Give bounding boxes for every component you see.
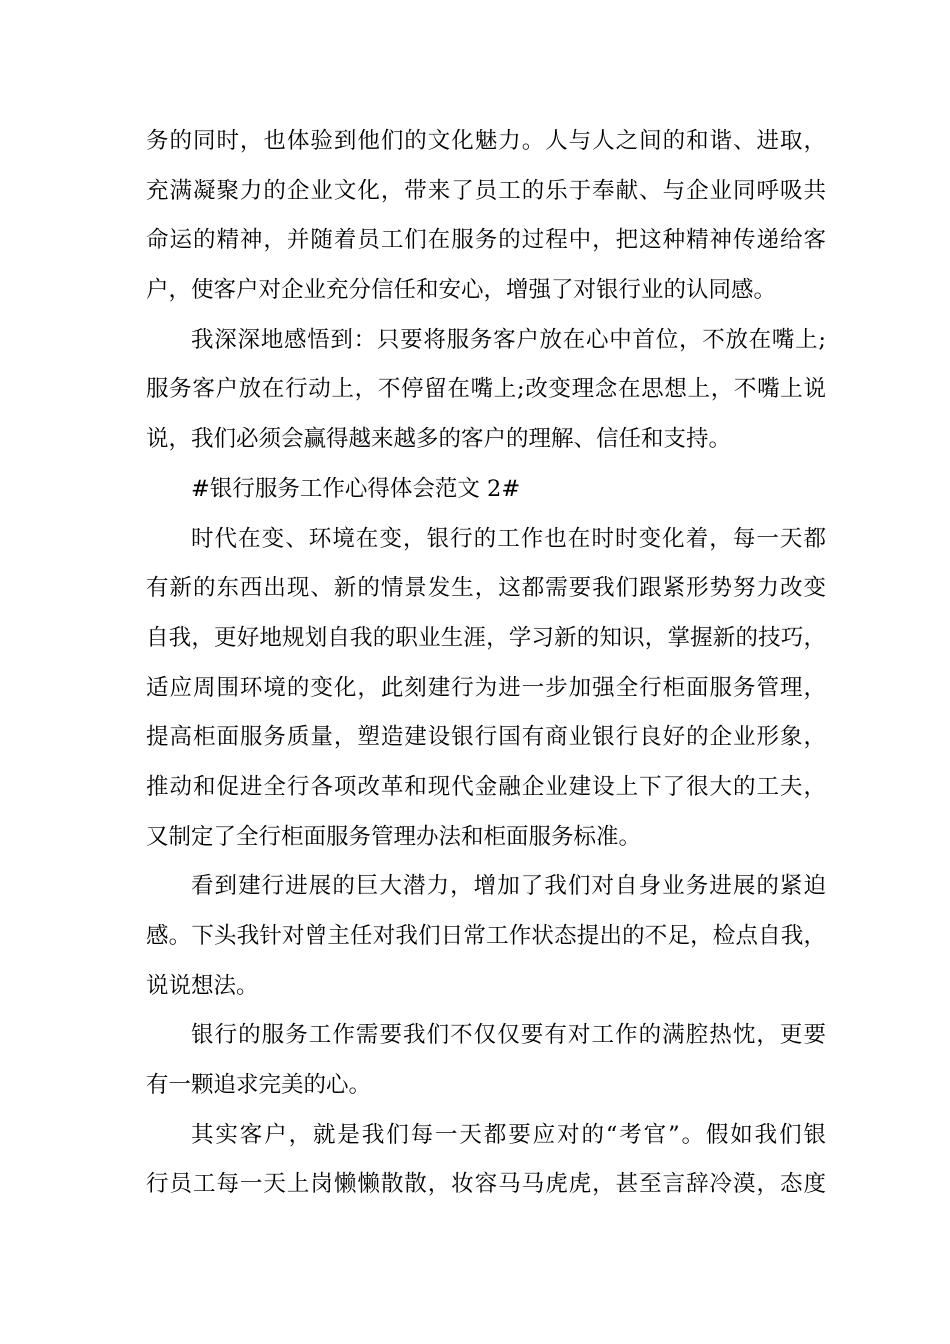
text-line: 充满凝聚力的企业文化，带来了员工的乐于奉献、与企业同呼吸共 <box>146 177 826 204</box>
text-line: 看到建行进展的巨大潜力，增加了我们对自身业务进展的紧迫 <box>191 873 826 900</box>
text-line: 有一颗追求完美的心。 <box>146 1072 372 1099</box>
text-line: 我深深地感悟到：只要将服务客户放在心中首位，不放在嘴上; <box>191 326 826 353</box>
text-line: 务的同时，也体验到他们的文化魅力。人与人之间的和谐、进取， <box>146 128 826 154</box>
text-line: 说说想法。 <box>146 972 259 999</box>
text-line: 服务客户放在行动上，不停留在嘴上;改变理念在思想上，不嘴上说 <box>146 376 826 403</box>
text-line: 适应周围环境的变化，此刻建行为进一步加强全行柜面服务管理， <box>146 674 826 701</box>
text-line: 银行的服务工作需要我们不仅仅要有对工作的满腔热忱，更要 <box>191 1022 826 1049</box>
text-line: 时代在变、环境在变，银行的工作也在时时变化着，每一天都 <box>191 525 826 552</box>
text-line: 户，使客户对企业充分信任和安心，增强了对银行业的认同感。 <box>146 277 777 304</box>
document-body <box>146 126 826 1219</box>
text-line: #银行服务工作心得体会范文 2# <box>191 475 521 502</box>
text-line: 其实客户，就是我们每一天都要应对的“考官”。假如我们银 <box>191 1121 826 1148</box>
text-line: 有新的东西出现、新的情景发生，这都需要我们跟紧形势努力改变 <box>146 575 826 602</box>
text-line: 命运的精神，并随着员工们在服务的过程中，把这种精神传递给客 <box>146 227 826 254</box>
text-line: 行员工每一天上岗懒懒散散，妆容马马虎虎，甚至言辞冷漠，态度 <box>146 1171 826 1198</box>
text-line: 说，我们必须会赢得越来越多的客户的理解、信任和支持。 <box>146 426 732 453</box>
text-line: 感。下头我针对曾主任对我们日常工作状态提出的不足，检点自我， <box>146 923 826 949</box>
text-line: 又制定了全行柜面服务管理办法和柜面服务标准。 <box>146 823 642 850</box>
text-line: 推动和促进全行各项改革和现代金融企业建设上下了很大的工夫， <box>146 773 826 800</box>
text-line: 自我，更好地规划自我的职业生涯，学习新的知识，掌握新的技巧， <box>146 624 826 651</box>
text-line: 提高柜面服务质量，塑造建设银行国有商业银行良好的企业形象， <box>146 724 826 751</box>
